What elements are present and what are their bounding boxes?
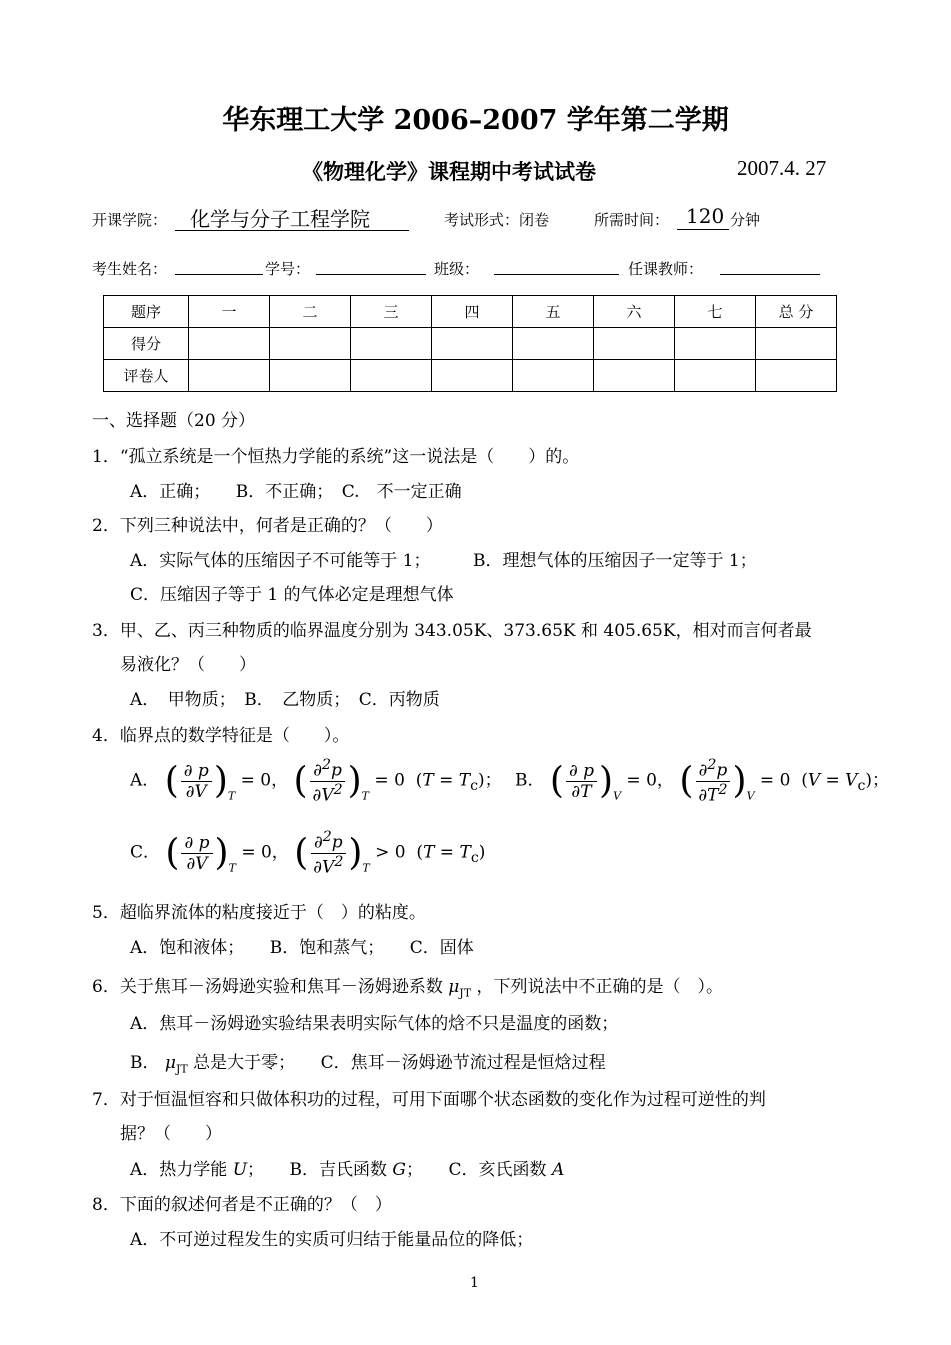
exam-title: 华东理工大学 2006–2007 学年第二学期 [222,105,729,136]
question-6-option-a: A．焦耳－汤姆逊实验结果表明实际气体的焓不只是温度的函数； [130,1014,619,1034]
table-header-cell: 五 [513,296,594,328]
table-header-cell: 二 [270,296,351,328]
teacher-label: 任课教师： [628,260,704,278]
question-8: 8．下面的叙述何者是不正确的？（ ） [92,1195,392,1215]
time-unit: 分钟 [730,211,761,229]
table-header-cell: 四 [432,296,513,328]
college-value: 化学与分子工程学院 [190,207,370,231]
college-label: 开课学院： [92,211,168,229]
time-label: 所需时间： [594,211,670,229]
score-cell [756,328,837,360]
question-4-option-b: B． ( $\frac{\partial p}{\partial T}$ )$_V = 0$， ( $\frac{\partial^2p}{\partial T^2}$ )$_V = 0$ $(V = V_c)$； [515,757,890,806]
question-5: 5．超临界流体的粘度接近于（ ）的粘度。 [92,903,426,923]
exam-date: 2007.4. 27 [737,156,827,180]
class-underline [494,274,619,275]
id-label: 学号： [265,260,311,278]
question-7-options: A．热力学能 U； B．吉氏函数 G； C．亥氏函数 A [130,1160,565,1180]
score-table-header [104,296,837,328]
score-cell [270,360,351,392]
table-header-cell: 题序 [104,296,189,328]
name-underline [175,274,263,275]
question-3-options: A． 甲物质； B． 乙物质； C．丙物质 [130,690,440,710]
question-4: 4．临界点的数学特征是（ ）。 [92,726,350,746]
score-cell [594,360,675,392]
teacher-underline [720,274,820,275]
option-label: C． [130,842,161,863]
score-table [103,295,837,392]
question-1-options: A．正确； B．不正确； C. 不一定正确 [130,482,462,502]
question-1: 1．“孤立系统是一个恒热力学能的系统”这一说法是（ ）的。 [92,447,580,467]
time-value: 120 [686,204,725,228]
section-heading: 一、选择题（20 分） [92,411,256,431]
option-label: B． [515,770,545,791]
question-6-options-bc: B． $\mu_{JT}$ 总是大于零； C．焦耳－汤姆逊节流过程是恒焓过程 [130,1053,606,1076]
table-row [104,360,837,392]
question-4-option-a: A． ( $\frac{\partial p}{\partial V}$ )$_T = 0$， ( $\frac{\partial^2p}{\partial V^2}$ )$_T = 0$ $(T = T_c)$； [130,757,502,806]
question-7-line2: 据？（ ） [120,1124,222,1144]
row-label: 评卷人 [104,360,189,392]
table-header-cell: 一 [189,296,270,328]
score-cell [432,360,513,392]
question-3-line2: 易液化？（ ） [120,655,256,675]
table-header-cell: 总 分 [756,296,837,328]
question-7-line1: 7．对于恒温恒容和只做体积功的过程，可用下面哪个状态函数的变化作为过程可逆性的判 [92,1090,766,1110]
score-cell [189,328,270,360]
question-2: 2．下列三种说法中，何者是正确的？（ ） [92,516,443,536]
question-5-options: A．饱和液体； B．饱和蒸气； C．固体 [130,938,474,958]
question-2-options-ab: A．实际气体的压缩因子不可能等于 1； B．理想气体的压缩因子一定等于 1； [130,551,757,571]
row-label: 得分 [104,328,189,360]
table-header-cell: 六 [594,296,675,328]
question-4-option-c: C． ( $\frac{\partial p}{\partial V}$ )$_T = 0$， ( $\frac{\partial^2p}{\partial V^2}$ )$_T > 0$ $(T = T_c)$ [130,829,486,878]
score-cell [432,328,513,360]
option-label: A． [130,770,160,791]
name-label: 考生姓名： [92,260,168,278]
score-cell [594,328,675,360]
score-cell [189,360,270,392]
question-8-option-a: A．不可逆过程发生的实质可归结于能量品位的降低； [130,1230,534,1250]
question-3-line1: 3．甲、乙、丙三种物质的临界温度分别为 343.05K、373.65K 和 405.65K，相对而言何者最 [92,621,812,641]
exam-form: 考试形式：闭卷 [444,211,550,229]
score-cell [513,360,594,392]
page-number: 1 [470,1275,479,1291]
table-row [104,328,837,360]
question-2-option-c: C．压缩因子等于 1 的气体必定是理想气体 [130,585,454,605]
score-cell [351,328,432,360]
score-cell [756,360,837,392]
id-underline [316,274,426,275]
question-6: 6．关于焦耳－汤姆逊实验和焦耳－汤姆逊系数 $\mu_{JT}$ ，下列说法中不正确的是（ ）。 [92,977,723,1000]
score-cell [675,360,756,392]
score-cell [513,328,594,360]
score-cell [351,360,432,392]
table-header-cell: 七 [675,296,756,328]
time-underline [677,229,729,230]
exam-subtitle: 《物理化学》课程期中考试试卷 [302,159,596,184]
score-cell [270,328,351,360]
score-cell [675,328,756,360]
class-label: 班级： [434,260,480,278]
table-header-cell: 三 [351,296,432,328]
